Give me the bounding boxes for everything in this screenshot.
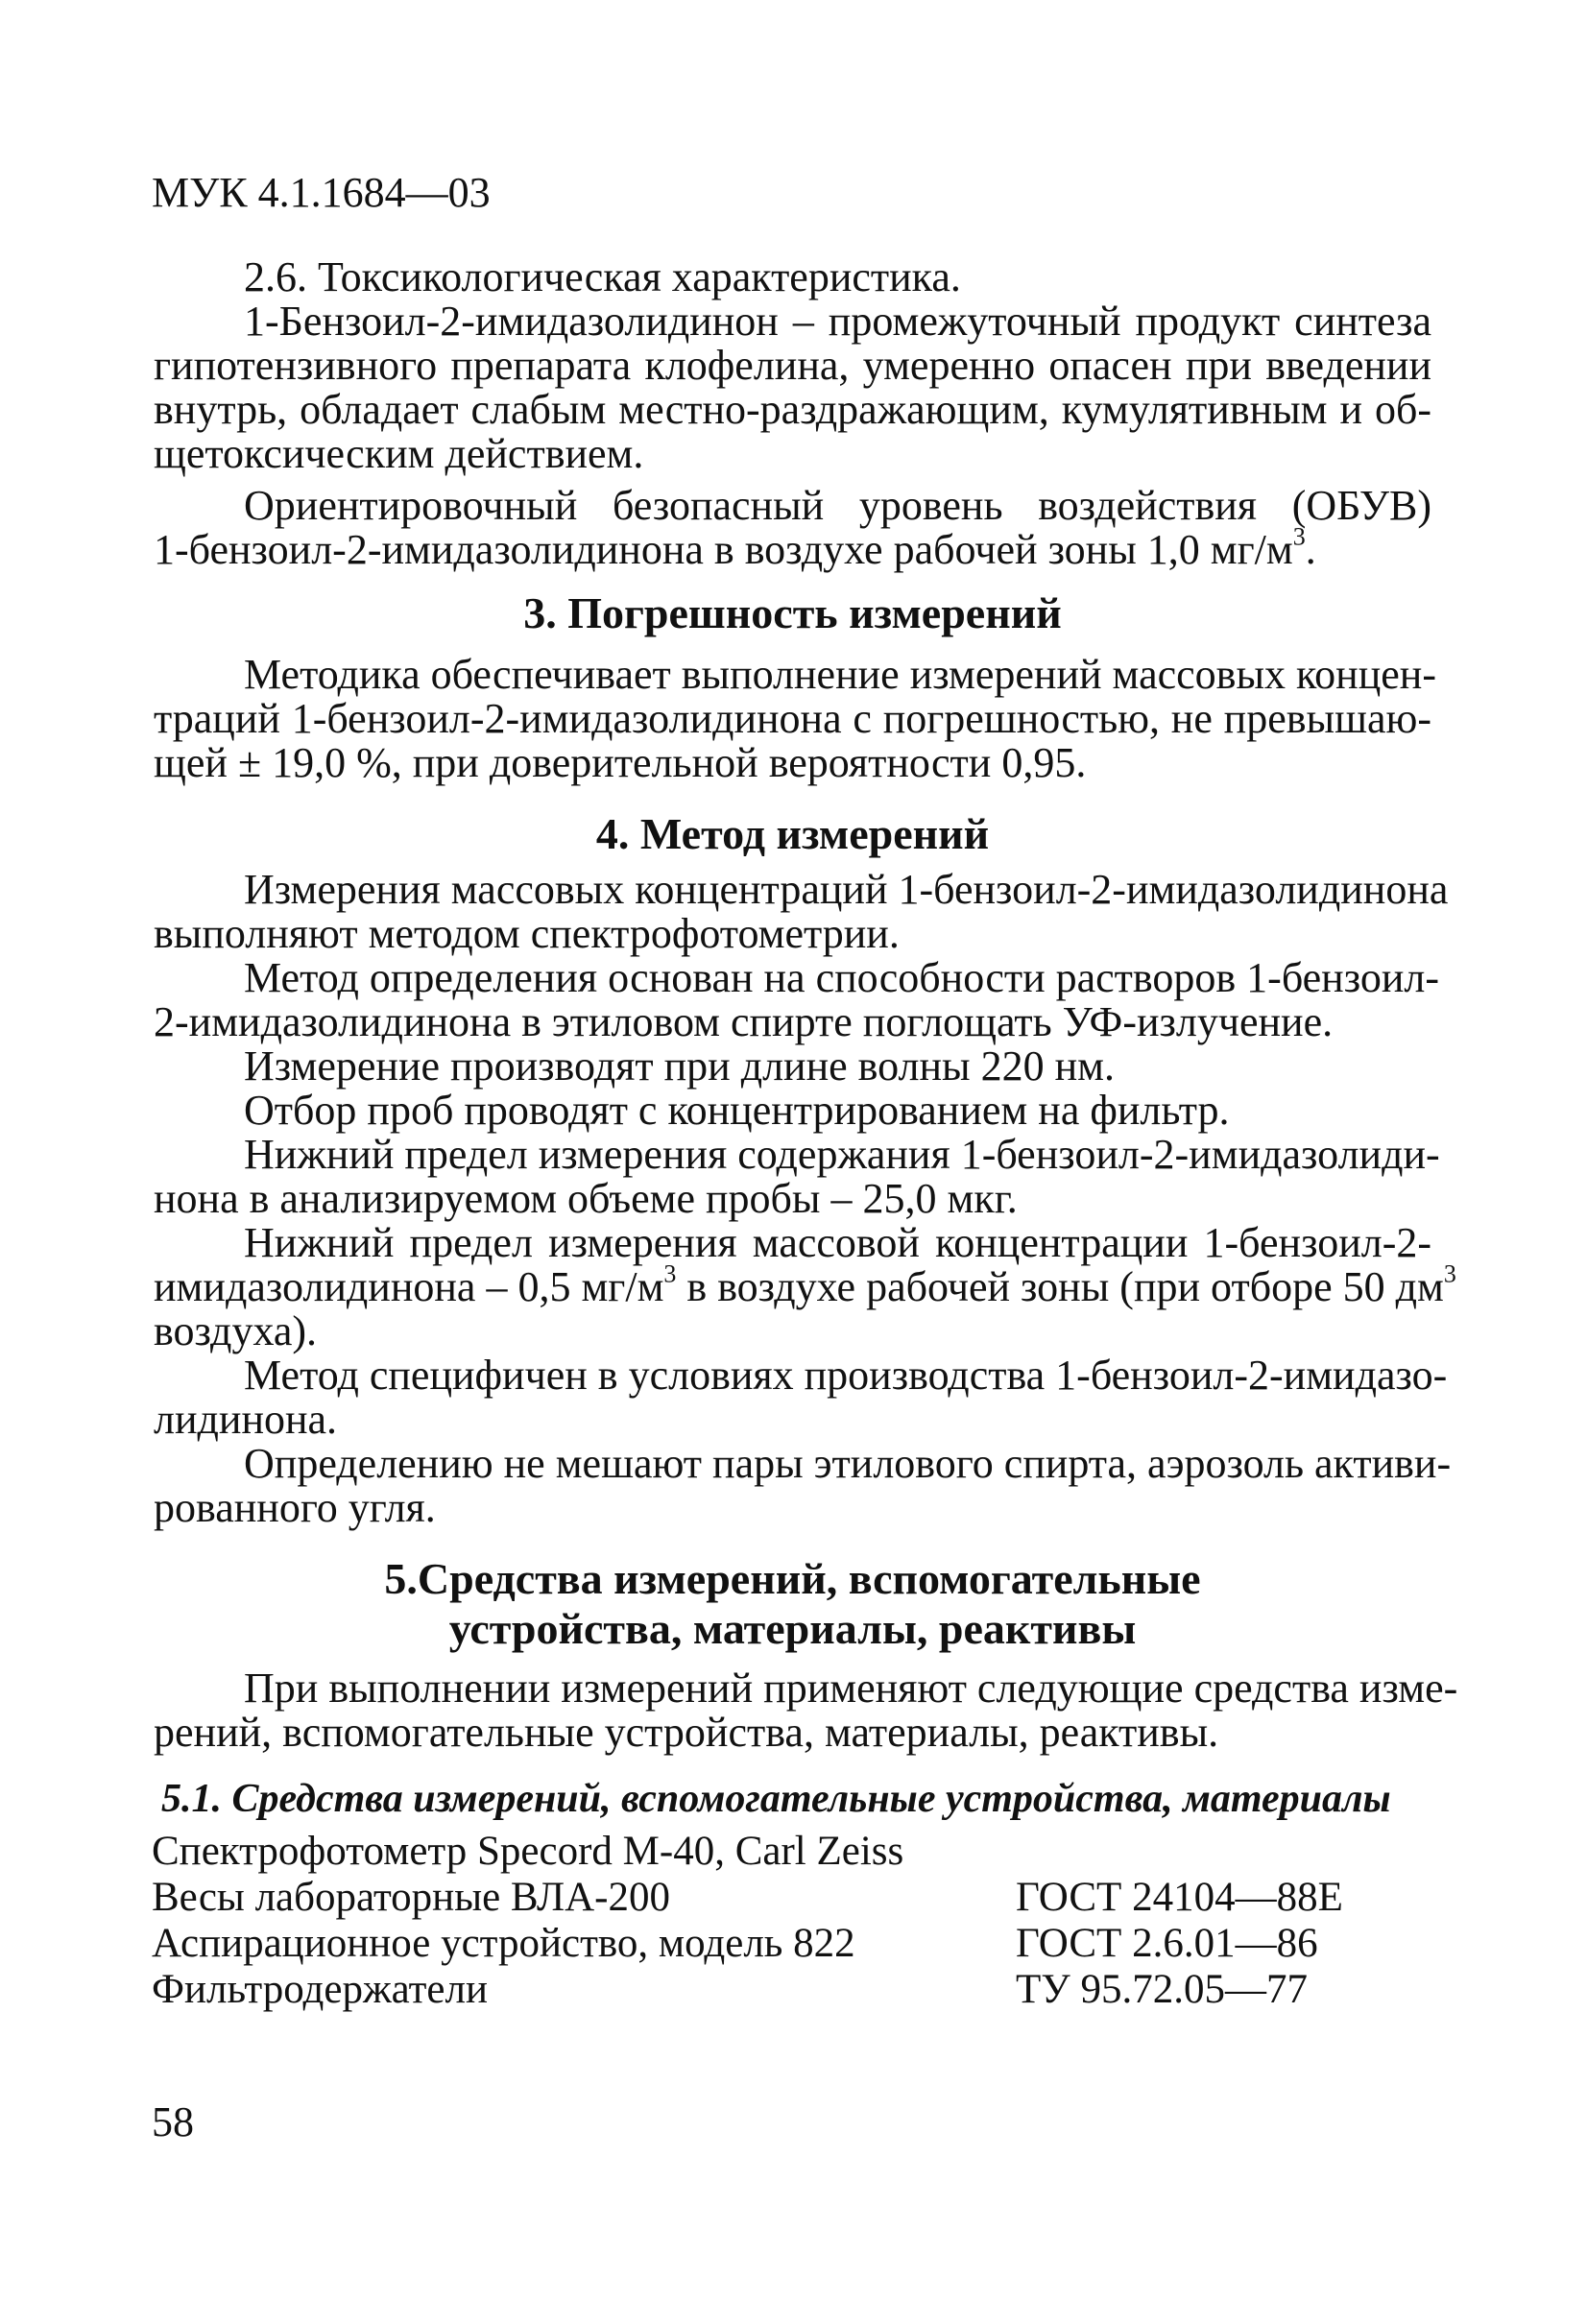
superscript: 3	[1292, 522, 1306, 551]
paragraph-line: При выполнении измерений применяют следующие средства изме-	[244, 1665, 1458, 1712]
paragraph-line: Измерения массовых концентраций 1-бензоил-2-имидазолидинона	[244, 866, 1449, 913]
paragraph-line: Методика обеспечивает выполнение измерений массовых концен-	[244, 651, 1436, 698]
paragraph-line: рений, вспомогательные устройства, материалы, реактивы.	[154, 1709, 1219, 1756]
paragraph-line: Нижний предел измерения массовой концентрации 1-бензоил-2-	[244, 1219, 1431, 1266]
equipment-standard: ГОСТ 2.6.01—86	[1016, 1921, 1318, 1966]
equipment-standard: ГОСТ 24104—88Е	[1016, 1875, 1343, 1920]
subsection-5-1-title: 5.1. Средства измерений, вспомогательные устройства, материалы	[161, 1777, 1391, 1821]
paragraph-line: 2-имидазолидинона в этиловом спирте поглощать УФ-излучение.	[154, 998, 1334, 1045]
paragraph-line: рованного угля.	[154, 1484, 436, 1531]
paragraph-line: нона в анализируемом объеме пробы – 25,0 мкг.	[154, 1175, 1018, 1222]
paragraph-line: внутрь, обладает слабым местно-раздражающим, кумулятивным и об-	[154, 386, 1431, 433]
paragraph-line: 1-бензоил-2-имидазолидинона в воздухе рабочей зоны 1,0 $мг/м^3$.	[154, 522, 1316, 573]
paragraph-line: лидинона.	[154, 1396, 338, 1443]
section-4-heading: 4. Метод измерений	[595, 809, 990, 858]
paragraph-line: щей ± 19,0 %, при доверительной вероятности 0,95.	[154, 739, 1087, 786]
paragraph-line: Нижний предел измерения содержания 1-бензоил-2-имидазолиди-	[244, 1131, 1440, 1178]
paragraph-line: Отбор проб проводят с концентрированием на фильтр.	[244, 1087, 1230, 1134]
equipment-name: Весы лабораторные ВЛА-200	[152, 1875, 670, 1920]
paragraph-line: щетоксическим действием.	[154, 430, 644, 477]
superscript: 3	[663, 1259, 677, 1288]
section-3-heading: 3. Погрешность измерений	[523, 588, 1062, 637]
page-number: 58	[152, 2098, 194, 2145]
paragraph-line: воздуха).	[154, 1307, 318, 1354]
document-code: МУК 4.1.1684—03	[152, 169, 491, 216]
paragraph-line: Измерение производят при длине волны 220 нм.	[244, 1042, 1116, 1090]
section-5-heading-line1: 5.Средства измерений, вспомогательные	[384, 1554, 1201, 1603]
superscript: 3	[1443, 1259, 1456, 1288]
paragraph-line: Определению не мешают пары этилового спирта, аэрозоль активи-	[244, 1440, 1452, 1487]
paragraph-line: 1-Бензоил-2-имидазолидинон – промежуточный продукт синтеза	[244, 298, 1431, 345]
paragraph-line: Метод определения основан на способности растворов 1-бензоил-	[244, 954, 1439, 1001]
equipment-standard: ТУ 95.72.05—77	[1016, 1967, 1308, 2012]
section-5-heading-line2: устройства, материалы, реактивы	[448, 1604, 1137, 1653]
paragraph-line: гипотензивного препарата клофелина, умеренно опасен при введении	[154, 342, 1431, 389]
section-2-6-title: 2.6. Токсикологическая характеристика.	[244, 253, 961, 300]
paragraph-line: имидазолидинона – 0,5 $мг/м^3$ в воздухе рабочей зоны (при отборе 50 $дм^3$	[154, 1259, 1456, 1310]
paragraph-line: Ориентировочный безопасный уровень воздействия (ОБУВ)	[244, 482, 1431, 529]
paragraph-line: выполняют методом спектрофотометрии.	[154, 910, 900, 957]
equipment-name: Спектрофотометр Specord M-40, Carl Zeiss	[152, 1829, 904, 1874]
paragraph-line: траций 1-бензоил-2-имидазолидинона с погрешностью, не превышаю-	[154, 695, 1431, 742]
equipment-name: Аспирационное устройство, модель 822	[152, 1921, 855, 1966]
paragraph-line: Метод специфичен в условиях производства 1-бензоил-2-имидазо-	[244, 1352, 1448, 1399]
equipment-name: Фильтродержатели	[152, 1967, 488, 2012]
